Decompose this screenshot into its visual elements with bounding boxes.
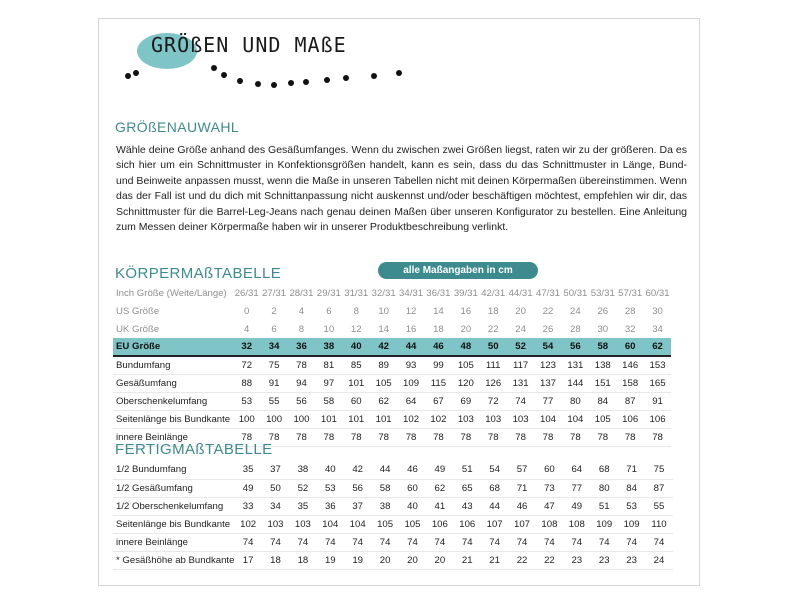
table-row [113,533,673,551]
table-cell: 78 [315,428,342,446]
table-cell: 28/31 [289,287,314,299]
table-cell: 34 [262,497,289,515]
row-label: UK Größe [116,323,160,335]
table-row [113,515,673,533]
table-cell: 23 [591,551,618,569]
unit-note-badge: alle Maßangaben in cm [378,262,538,279]
table-cell: 74 [508,533,535,551]
table-cell: 100 [260,410,287,428]
table-cell: 38 [315,338,342,356]
table-cell: 60 [536,461,563,479]
row-label: EU Größe [113,338,233,356]
table-cell: 42 [370,338,397,356]
table-cell: 85 [343,356,370,374]
table-cell: 71 [618,461,645,479]
table-cell: 20 [460,323,472,335]
table-cell: 54 [481,461,508,479]
table-cell: 78 [589,428,616,446]
table-cell: 10 [378,305,389,317]
table-cell: 53/31 [590,287,615,299]
body-measurements-heading: KÖRPERMAßTABELLE [115,265,282,282]
table-cell: 78 [534,428,561,446]
row-label: 1/2 Gesäßumfang [113,479,234,497]
row-label: Bundumfang [113,356,233,374]
table-cell: 94 [288,374,315,392]
table-cell: 87 [616,392,643,410]
table-cell: 74 [591,533,618,551]
table-cell: 40 [343,338,370,356]
table-cell: 36/31 [426,287,451,299]
table-cell: 99 [425,356,452,374]
table-row [113,356,671,374]
table-cell: 100 [288,410,315,428]
table-cell: 105 [370,374,397,392]
table-cell: 78 [397,428,424,446]
table-cell: 4 [244,323,250,335]
table-cell: 51 [454,461,481,479]
table-cell: 77 [563,479,590,497]
table-cell: 105 [371,515,398,533]
table-cell: 40 [399,497,426,515]
table-cell: 131 [562,356,589,374]
table-cell: 47/31 [535,287,560,299]
table-cell: 54 [534,338,561,356]
table-cell: 20 [399,551,426,569]
table-cell: 23 [563,551,590,569]
table-cell: 91 [644,392,671,410]
table-cell: 55 [645,497,672,515]
table-cell: 104 [562,410,589,428]
table-cell: 4 [298,305,305,317]
table-cell: 44 [397,338,424,356]
table-cell: 38 [289,461,316,479]
table-cell: 101 [343,410,370,428]
table-cell: 107 [481,515,508,533]
table-cell: 89 [370,356,397,374]
table-cell: 55 [260,392,287,410]
table-cell: 14 [378,323,389,335]
table-cell: 62 [370,392,397,410]
table-cell: 78 [425,428,452,446]
table-cell: 158 [616,374,643,392]
table-cell: 19 [317,551,344,569]
table-cell: 74 [289,533,316,551]
table-cell: 126 [480,374,507,392]
table-cell: 60 [343,392,370,410]
table-cell: 81 [315,356,342,374]
table-cell: 74 [371,533,398,551]
table-cell: 151 [589,374,616,392]
decorative-dot [343,75,349,81]
table-cell: 36 [317,497,344,515]
table-cell: 62 [644,338,671,356]
table-cell: 2 [271,305,277,317]
table-cell: 50 [480,338,507,356]
table-cell: 74 [507,392,534,410]
finished-measurements-table [113,461,673,570]
table-cell: 40 [317,461,344,479]
table-cell: 78 [507,428,534,446]
table-cell: 64 [563,461,590,479]
table-cell: 0 [244,305,250,317]
table-cell: 18 [487,305,499,317]
table-cell: 56 [562,338,589,356]
table-cell: 107 [508,515,535,533]
decorative-dot [255,81,261,87]
table-cell: 26 [542,323,554,335]
table-cell: 20 [515,305,526,317]
body-measurements-table [113,284,671,447]
decorative-dot [211,65,217,71]
table-cell: 108 [563,515,590,533]
table-cell: 71 [508,479,535,497]
table-cell: 32 [624,323,636,335]
table-cell: 34 [260,338,287,356]
table-row [113,302,671,320]
row-label: innere Beinlänge [113,533,234,551]
table-cell: 44/31 [508,287,533,299]
table-cell: 12 [350,323,362,335]
table-cell: 31/31 [344,287,369,299]
table-cell: 144 [562,374,589,392]
table-cell: 51 [591,497,618,515]
table-cell: 23 [618,551,645,569]
table-cell: 27/31 [262,287,287,299]
table-cell: 69 [452,392,479,410]
table-row [113,497,673,515]
table-cell: 28 [570,323,581,335]
table-cell: 131 [507,374,534,392]
table-cell: 38 [371,497,398,515]
table-cell: 68 [481,479,508,497]
finished-measurements-heading: FERTIGMAßTABELLE [115,441,273,458]
decorative-dot [237,78,243,84]
table-cell: 105 [452,356,479,374]
table-cell: 35 [289,497,316,515]
table-cell: 50 [262,479,289,497]
table-cell: 26/31 [234,287,259,299]
table-cell: 78 [644,428,671,446]
table-cell: 103 [480,410,507,428]
row-label: 1/2 Bundumfang [113,461,234,479]
table-cell: 21 [481,551,508,569]
decorative-dot [221,72,227,78]
table-cell: 100 [233,410,260,428]
decorative-dot [133,70,139,76]
table-cell: 20 [371,551,398,569]
table-cell: 146 [616,356,643,374]
table-cell: 120 [452,374,479,392]
table-cell: 101 [343,374,370,392]
table-cell: 10 [323,323,335,335]
table-cell: 52 [507,338,534,356]
row-label: Inch Größe (Weite/Länge) [116,287,227,299]
decorative-dot [303,79,309,85]
table-cell: 14 [433,305,444,317]
row-label: Gesäßumfang [113,374,233,392]
table-cell: 17 [234,551,261,569]
decorative-dot [396,70,402,76]
table-cell: 46 [508,497,535,515]
table-cell: 28 [624,305,636,317]
table-cell: 106 [426,515,453,533]
table-cell: 74 [536,533,563,551]
table-cell: 39/31 [453,287,478,299]
table-cell: 78 [288,428,315,446]
table-cell: 165 [644,374,671,392]
table-cell: 74 [399,533,426,551]
table-cell: 46 [399,461,426,479]
table-cell: 53 [618,497,645,515]
row-label: * Gesäßhöhe ab Bundkante [113,551,234,569]
table-cell: 74 [234,533,261,551]
table-cell: 153 [644,356,671,374]
table-cell: 8 [353,305,359,317]
table-cell: 42 [344,461,371,479]
table-row [113,338,671,356]
table-cell: 58 [315,392,342,410]
table-cell: 58 [371,479,398,497]
table-row [113,374,671,392]
table-cell: 57/31 [618,287,643,299]
table-cell: 74 [618,533,645,551]
table-cell: 20 [426,551,453,569]
table-cell: 56 [344,479,371,497]
table-cell: 87 [645,479,672,497]
table-cell: 19 [344,551,371,569]
table-cell: 137 [534,374,561,392]
table-cell: 110 [645,515,672,533]
table-cell: 41 [426,497,453,515]
row-label: US Größe [116,305,160,317]
table-cell: 65 [454,479,481,497]
decorative-dot [324,77,330,83]
table-cell: 104 [534,410,561,428]
table-cell: 32/31 [371,287,396,299]
table-cell: 109 [591,515,618,533]
table-cell: 16 [460,305,472,317]
table-cell: 88 [233,374,260,392]
table-cell: 103 [262,515,289,533]
table-cell: 80 [562,392,589,410]
table-cell: 60 [399,479,426,497]
table-cell: 60/31 [645,287,670,299]
table-cell: 91 [260,374,287,392]
table-cell: 78 [260,428,287,446]
table-cell: 62 [426,479,453,497]
table-cell: 103 [289,515,316,533]
decorative-dot [288,80,294,86]
table-cell: 109 [618,515,645,533]
table-cell: 73 [536,479,563,497]
table-cell: 26 [597,305,609,317]
table-cell: 32 [233,338,260,356]
table-cell: 16 [405,323,417,335]
table-cell: 68 [591,461,618,479]
table-row [113,392,671,410]
table-cell: 74 [563,533,590,551]
table-cell: 50/31 [563,287,588,299]
table-cell: 80 [591,479,618,497]
table-cell: 78 [233,428,260,446]
table-cell: 78 [452,428,479,446]
table-cell: 102 [234,515,261,533]
table-cell: 104 [344,515,371,533]
table-cell: 30 [652,305,663,317]
table-cell: 64 [397,392,424,410]
size-selection-paragraph: Wähle deine Größe anhand des Gesäßumfanges. Wenn du zwischen zwei Größen liegst, raten wir zu der größeren. Da es sich hier um ein Schnittmuster in Konfektionsgrößen handelt, kann es sein, dass du das Schnittmuster in Länge, Bund- und Beinweite anpassen musst, wenn die Maße in unseren Tabellen nicht mit deinen Körpermaßen übereinstimmen. Wenn das der Fall ist und du dich mit Schnittanpassung nicht auskennst und/oder beschäftigen möchtest, empfehlen wir dir, das Schnittmuster für die Barrel-Leg-Jeans nach genau deinen Maßen über unseren Konfigurator zu bestellen. Eine Anleitung zum Messen deiner Körpermaße haben wir in unserer Produktbeschreibung verlinkt. [116,144,688,234]
table-cell: 78 [370,428,397,446]
table-cell: 123 [534,356,561,374]
table-cell: 97 [315,374,342,392]
table-cell: 60 [616,338,643,356]
table-row [113,410,671,428]
table-cell: 72 [480,392,507,410]
table-cell: 22 [536,551,563,569]
table-cell: 49 [234,479,261,497]
page-title: GRÖßEN UND MAßE [151,33,347,57]
table-cell: 37 [262,461,289,479]
table-cell: 74 [454,533,481,551]
table-cell: 49 [426,461,453,479]
table-cell: 75 [260,356,287,374]
table-cell: 74 [426,533,453,551]
table-cell: 34 [652,323,663,335]
table-cell: 35 [234,461,261,479]
table-cell: 21 [454,551,481,569]
table-cell: 74 [481,533,508,551]
table-cell: 104 [317,515,344,533]
table-cell: 106 [644,410,671,428]
table-cell: 78 [480,428,507,446]
table-cell: 57 [508,461,535,479]
table-cell: 44 [481,497,508,515]
size-selection-heading: GRÖßENAUWAHL [115,119,240,135]
table-cell: 18 [289,551,316,569]
table-cell: 109 [397,374,424,392]
table-cell: 18 [433,323,444,335]
table-cell: 102 [425,410,452,428]
table-cell: 22 [542,305,554,317]
table-cell: 53 [317,479,344,497]
table-cell: 24 [645,551,672,569]
table-row [113,551,673,569]
table-cell: 78 [288,356,315,374]
table-cell: 78 [562,428,589,446]
table-cell: 78 [616,428,643,446]
decorative-dot [271,82,277,88]
table-cell: 36 [288,338,315,356]
table-cell: 29/31 [316,287,341,299]
table-cell: 34/31 [399,287,424,299]
table-cell: 117 [507,356,534,374]
table-cell: 74 [344,533,371,551]
table-cell: 74 [262,533,289,551]
table-cell: 105 [399,515,426,533]
table-cell: 48 [452,338,479,356]
table-cell: 111 [480,356,507,374]
row-label: innere Beinlänge [113,428,233,446]
table-cell: 49 [563,497,590,515]
table-cell: 47 [536,497,563,515]
table-cell: 74 [317,533,344,551]
table-cell: 8 [298,323,305,335]
row-label: 1/2 Oberschenkelumfang [113,497,234,515]
table-cell: 18 [262,551,289,569]
table-cell: 43 [454,497,481,515]
table-cell: 75 [645,461,672,479]
table-cell: 56 [288,392,315,410]
table-cell: 74 [645,533,672,551]
table-cell: 77 [534,392,561,410]
table-row [113,461,673,479]
table-cell: 108 [536,515,563,533]
table-cell: 24 [570,305,581,317]
table-cell: 6 [271,323,277,335]
row-label: Seitenlänge bis Bundkante [113,515,234,533]
table-cell: 105 [589,410,616,428]
table-cell: 106 [454,515,481,533]
decorative-dot [371,73,377,79]
table-cell: 53 [233,392,260,410]
table-cell: 12 [405,305,417,317]
row-label: Seitenlänge bis Bundkante [113,410,233,428]
table-cell: 42/31 [481,287,506,299]
row-label: Oberschenkelumfang [113,392,233,410]
table-cell: 30 [597,323,609,335]
table-cell: 106 [616,410,643,428]
table-cell: 78 [343,428,370,446]
decorative-dot [125,73,131,79]
table-cell: 72 [233,356,260,374]
table-cell: 115 [425,374,452,392]
table-cell: 52 [289,479,316,497]
table-cell: 138 [589,356,616,374]
table-cell: 84 [589,392,616,410]
table-row [113,284,671,302]
table-cell: 67 [425,392,452,410]
table-cell: 6 [326,305,332,317]
table-cell: 37 [344,497,371,515]
table-cell: 93 [397,356,424,374]
table-cell: 58 [589,338,616,356]
table-cell: 103 [507,410,534,428]
table-cell: 103 [452,410,479,428]
table-cell: 22 [508,551,535,569]
table-cell: 22 [487,323,499,335]
table-cell: 102 [397,410,424,428]
table-cell: 46 [425,338,452,356]
table-cell: 101 [315,410,342,428]
table-row [113,479,673,497]
table-cell: 24 [515,323,526,335]
table-row [113,320,671,338]
table-cell: 44 [371,461,398,479]
table-cell: 84 [618,479,645,497]
table-cell: 33 [234,497,261,515]
table-cell: 101 [370,410,397,428]
